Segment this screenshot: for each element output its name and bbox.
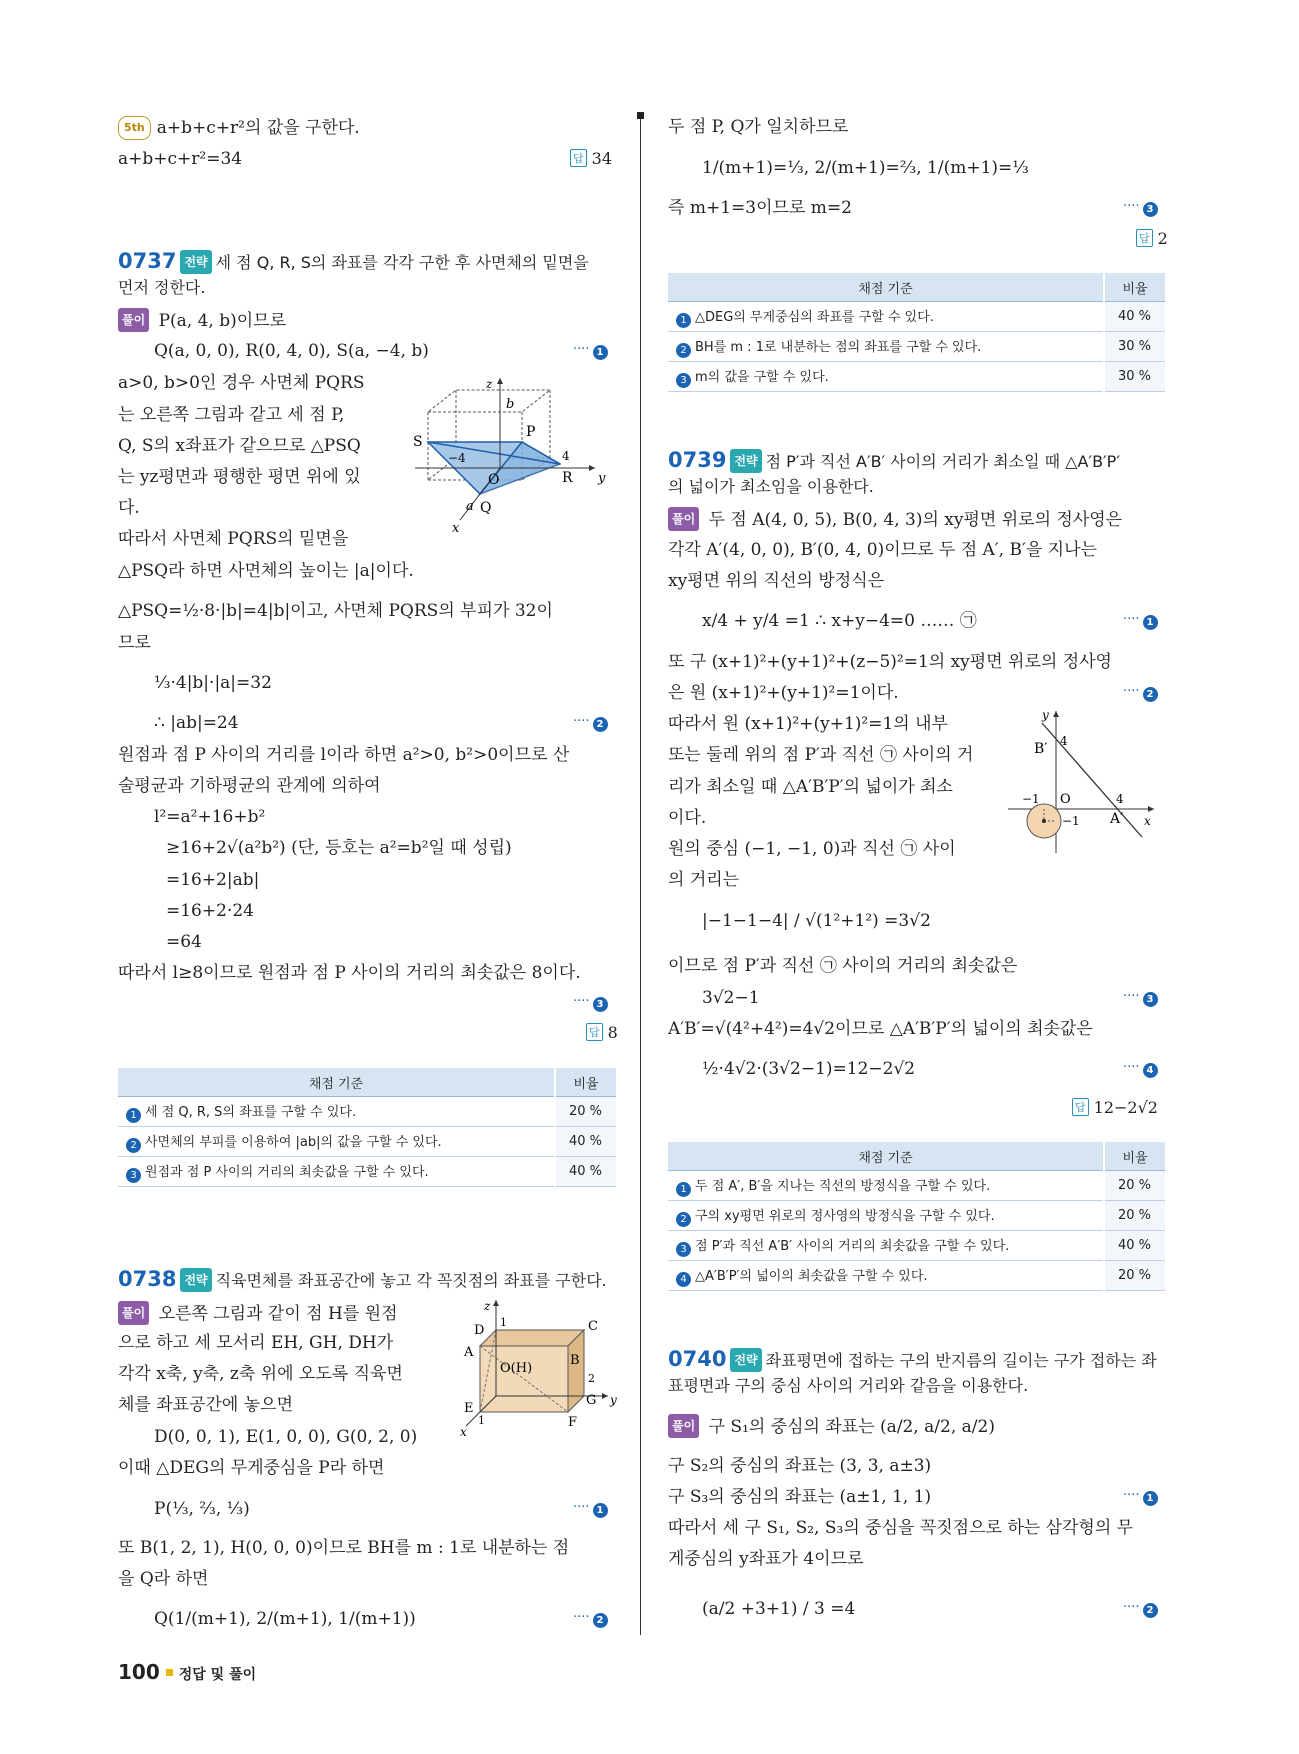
table-row: 4 △A′B′P′의 넓이의 최솟값을 구할 수 있다. 20 % <box>668 1261 1165 1291</box>
section-label: 정답 및 풀이 <box>178 1667 257 1683</box>
solution-line-10: △PSQ=½·8·|b|=4|b|이고, 사면체 PQRS의 부피가 32이 <box>118 601 553 621</box>
grading-table-0737 <box>118 1068 616 1187</box>
solution-line-10: 이다. <box>668 808 707 828</box>
strategy-text-2: 먼저 정한다. <box>118 278 206 297</box>
solution-line-9: 리가 최소일 때 △A′B′P′의 넓이가 최소 <box>668 777 953 797</box>
solution-line-2: 구 S₂의 중심의 좌표는 (3, 3, a±3) <box>668 1456 932 1476</box>
solution-line-3: a>0, b>0인 경우 사면체 PQRS <box>118 373 365 393</box>
tetrahedron-figure <box>410 378 610 538</box>
strategy-text-2: 의 넓이가 최소임을 이용한다. <box>668 477 874 496</box>
solution-line-15: 술평균과 기하평균의 관계에 의하여 <box>118 776 381 796</box>
solution-tag: 풀이 <box>668 1414 699 1438</box>
fig-label-o: O <box>1060 792 1071 807</box>
solution-line-1: 풀이 구 S₁의 중심의 좌표는 (a/2, a/2, a/2) <box>668 1414 995 1438</box>
solution-line-2: 1/(m+1)=⅓, 2/(m+1)=⅔, 1/(m+1)=⅓ <box>702 158 1029 178</box>
cuboid-figure <box>458 1300 618 1440</box>
problem-0740-header <box>668 1348 1157 1372</box>
fig-label-1-bottom: 1 <box>478 1414 485 1427</box>
table-row: 3 점 P′과 직선 A′B′ 사이의 거리의 최솟값을 구할 수 있다. 40 % <box>668 1231 1165 1261</box>
table-row: 1 두 점 A′, B′을 지나는 직선의 방정식을 구할 수 있다. 20 % <box>668 1171 1165 1201</box>
solution-tag: 풀이 <box>118 308 149 332</box>
grading-table-0738 <box>668 273 1165 392</box>
solution-line-12: ⅓·4|b|·|a|=32 <box>154 673 272 693</box>
solution-line-3: 즉 m+1=3이므로 m=2 <box>668 198 852 218</box>
fig-label-a: A <box>464 1345 474 1360</box>
strategy-text-2: 표평면과 구의 중심 사이의 거리와 같음을 이용한다. <box>668 1376 1029 1395</box>
fig-label-y: y <box>1042 708 1049 722</box>
solution-line-2: Q(a, 0, 0), R(0, 4, 0), S(a, −4, b) <box>154 341 429 361</box>
step-marker-3: ···· 3 <box>1123 199 1158 217</box>
solution-line-6: 는 yz평면과 평행한 평면 위에 있 <box>118 467 361 487</box>
page-number: 100 <box>118 1660 160 1684</box>
problem-0737-header <box>118 250 589 274</box>
step-marker-2: ···· 2 <box>1123 684 1158 702</box>
solution-line-1: 풀이 두 점 A(4, 0, 5), B(0, 4, 3)의 xy평면 위로의 정사영은 <box>668 507 1122 531</box>
table-row: 3 m의 값을 구할 수 있다. 30 % <box>668 362 1165 392</box>
fig-label-4-x: 4 <box>1116 792 1124 806</box>
table-header-criteria: 채점 기준 <box>118 1068 555 1097</box>
solution-line-14: 이므로 점 P′과 직선 ㉠ 사이의 거리의 최솟값은 <box>668 956 1018 976</box>
strategy-tag: 전략 <box>730 1348 761 1372</box>
answer-0737: 답 8 <box>586 1023 618 1042</box>
fig-label-z: z <box>484 1300 491 1313</box>
solution-line-9: 을 Q라 하면 <box>118 1569 209 1589</box>
fig-label-f: F <box>568 1415 578 1430</box>
answer-prev: 답 34 <box>570 149 612 168</box>
fig-label-a: a <box>466 499 474 514</box>
solution-line-17: ≥16+2√(a²b²) (단, 등호는 a²=b²일 때 성립) <box>166 838 512 858</box>
step-marker-2: ···· 2 <box>573 714 608 732</box>
table-row: 2 BH를 m : 1로 내분하는 점의 좌표를 구할 수 있다. 30 % <box>668 332 1165 362</box>
solution-line-11: 원의 중심 (−1, −1, 0)과 직선 ㉠ 사이 <box>668 839 956 859</box>
solution-line-4: 는 오른쪽 그림과 같고 세 점 P, <box>118 405 345 425</box>
solution-line-16: l²=a²+16+b² <box>154 807 266 827</box>
answer-0738: 답 2 <box>1136 229 1168 248</box>
fig-label-y: y <box>610 1393 617 1407</box>
solution-line-18: =16+2|ab| <box>166 870 260 890</box>
fig-label-b: B <box>570 1353 580 1368</box>
problem-number: 0737 <box>118 249 177 273</box>
solution-line-5: 또 구 (x+1)²+(y+1)²+(z−5)²=1의 xy평면 위로의 정사영 <box>668 652 1112 672</box>
solution-line-3: 각각 x축, y축, z축 위에 오도록 직육면 <box>118 1364 403 1384</box>
strategy-text: 점 P′과 직선 A′B′ 사이의 거리가 최소일 때 △A′B′P′ <box>765 452 1120 471</box>
problem-number: 0740 <box>668 1347 727 1371</box>
grading-table-0739 <box>668 1142 1165 1291</box>
solution-line-2: 으로 하고 세 모서리 EH, GH, DH가 <box>118 1333 394 1353</box>
solution-line-4: 따라서 세 구 S₁, S₂, S₃의 중심을 꼭짓점으로 하는 삼각형의 무 <box>668 1518 1134 1538</box>
fig-label-p: P <box>526 424 536 440</box>
solution-line-6: 이때 △DEG의 무게중심을 P라 하면 <box>118 1458 385 1478</box>
fig-label-minus1-x: −1 <box>1022 792 1040 806</box>
footer-square-icon <box>166 1669 173 1676</box>
solution-line-5: Q, S의 x좌표가 같으므로 △PSQ <box>118 436 361 456</box>
table-header-ratio: 비율 <box>555 1068 616 1097</box>
solution-line-17: ½·4√2·(3√2−1)=12−2√2 <box>702 1059 916 1079</box>
fig-label-a-prime: A′ <box>1110 811 1124 827</box>
fig-label-c: C <box>588 1319 598 1334</box>
solution-line-13: |−1−1−4| / √(1²+1²) =3√2 <box>702 911 931 931</box>
solution-line-1: 두 점 P, Q가 일치하므로 <box>668 117 849 137</box>
strategy-text: 좌표평면에 접하는 구의 반지름의 길이는 구가 접하는 좌 <box>765 1351 1157 1370</box>
table-row: 2 사면체의 부피를 이용하여 |ab|의 값을 구할 수 있다. 40 % <box>118 1127 616 1157</box>
table-row: 2 구의 xy평면 위로의 정사영의 방정식을 구할 수 있다. 20 % <box>668 1201 1165 1231</box>
coordinate-plane-figure <box>1008 705 1158 865</box>
solution-line-12: 의 거리는 <box>668 870 740 890</box>
strategy-tag: 전략 <box>180 1268 211 1292</box>
fig-label-g: G <box>586 1393 597 1408</box>
table-row: 3 원점과 점 P 사이의 거리의 최솟값을 구할 수 있다. 40 % <box>118 1157 616 1187</box>
solution-line-9: △PSQ라 하면 사면체의 높이는 |a|이다. <box>118 561 414 581</box>
solution-line-20: =64 <box>166 932 202 952</box>
strategy-tag: 전략 <box>180 250 211 274</box>
fifth-step-tag: 5th <box>118 116 151 140</box>
fig-label-minus4: −4 <box>448 451 466 465</box>
solution-line-2: 각각 A′(4, 0, 0), B′(0, 4, 0)이므로 두 점 A′, B′을 지나는 <box>668 540 1097 560</box>
solution-tag: 풀이 <box>118 1301 149 1325</box>
strategy-text: 세 점 Q, R, S의 좌표를 각각 구한 후 사면체의 밑면을 <box>215 253 589 272</box>
fig-label-b: b <box>506 397 515 412</box>
table-header-ratio: 비율 <box>1104 1142 1165 1171</box>
problem-number: 0739 <box>668 448 727 472</box>
problem-number: 0738 <box>118 1267 177 1291</box>
column-divider-marker <box>637 112 644 119</box>
solution-line-4: 체를 좌표공간에 놓으면 <box>118 1395 294 1415</box>
answer-0739: 답 12−2√2 <box>1072 1098 1158 1117</box>
problem-0739-header <box>668 449 1120 473</box>
solution-line-13: ∴ |ab|=24 <box>154 713 239 733</box>
solution-tag: 풀이 <box>668 507 699 531</box>
fig-label-x: x <box>452 521 460 536</box>
page-footer <box>118 1660 256 1684</box>
solution-line-15: 3√2−1 <box>702 988 760 1008</box>
problem-0738-header <box>118 1268 607 1292</box>
fig-label-2: 2 <box>588 1372 595 1385</box>
solution-line-1: 풀이 P(a, 4, b)이므로 <box>118 308 286 332</box>
table-header-criteria: 채점 기준 <box>668 1142 1104 1171</box>
step-marker-2: ···· 2 <box>573 1610 608 1628</box>
fig-label-4: 4 <box>562 449 570 463</box>
table-row: 1 세 점 Q, R, S의 좌표를 구할 수 있다. 20 % <box>118 1097 616 1127</box>
table-header-criteria: 채점 기준 <box>668 273 1104 302</box>
step-marker-2: ···· 2 <box>1123 1600 1158 1618</box>
step-marker-3: ···· 3 <box>1123 989 1158 1007</box>
solution-line-19: =16+2·24 <box>166 901 254 921</box>
solution-line-14: 원점과 점 P 사이의 거리를 l이라 하면 a²>0, b²>0이므로 산 <box>118 745 570 765</box>
table-header-ratio: 비율 <box>1104 273 1165 302</box>
strategy-text: 직육면체를 좌표공간에 놓고 각 꼭짓점의 좌표를 구한다. <box>215 1271 607 1290</box>
fig-label-b-prime: B′ <box>1034 741 1048 757</box>
step-marker-1: ···· 1 <box>1123 612 1158 630</box>
fig-label-minus1-y: −1 <box>1062 814 1080 828</box>
fig-label-y: y <box>598 471 606 486</box>
solution-line-4: x/4 + y/4 =1 ∴ x+y−4=0 …… ㉠ <box>702 611 977 631</box>
strategy-tag: 전략 <box>730 449 761 473</box>
step-marker-4: ···· 4 <box>1123 1060 1158 1078</box>
solution-line-7: P(⅓, ⅔, ⅓) <box>154 1499 250 1519</box>
solution-line-8: 또 B(1, 2, 1), H(0, 0, 0)이므로 BH를 m : 1로 내분하는 점 <box>118 1538 570 1558</box>
fig-label-r: R <box>562 470 573 486</box>
solution-line-5: 게중심의 y좌표가 4이므로 <box>668 1549 864 1569</box>
solution-line-6: 은 원 (x+1)²+(y+1)²=1이다. <box>668 683 899 703</box>
step-marker-1: ···· 1 <box>573 342 608 360</box>
solution-line-21: 따라서 l≥8이므로 원점과 점 P 사이의 거리의 최솟값은 8이다. <box>118 963 581 983</box>
solution-line-6: (a/2 +3+1) / 3 =4 <box>702 1599 856 1619</box>
fig-label-o: O <box>488 472 500 488</box>
solution-line-3: xy평면 위의 직선의 방정식은 <box>668 571 885 591</box>
step-marker-1: ···· 1 <box>573 1500 608 1518</box>
fig-label-s: S <box>413 434 423 450</box>
fifth-step-line: 5th a+b+c+r²의 값을 구한다. <box>118 116 360 140</box>
solution-line-8: 따라서 사면체 PQRS의 밑면을 <box>118 529 349 549</box>
fig-label-x: x <box>1144 814 1151 828</box>
fig-label-x: x <box>460 1425 467 1439</box>
step-marker-1: ···· 1 <box>1123 1488 1158 1506</box>
solution-line-11: 므로 <box>118 633 151 653</box>
fig-label-e: E <box>464 1401 474 1416</box>
solution-line-7: 다. <box>118 498 140 518</box>
solution-line-10: Q(1/(m+1), 2/(m+1), 1/(m+1)) <box>154 1609 416 1629</box>
fig-label-oh: O(H) <box>500 1361 533 1376</box>
solution-line-3: 구 S₃의 중심의 좌표는 (a±1, 1, 1) <box>668 1487 932 1507</box>
result-line: a+b+c+r²=34 <box>118 149 243 169</box>
column-divider <box>640 115 641 1635</box>
solution-line-8: 또는 둘레 위의 점 P′과 직선 ㉠ 사이의 거 <box>668 745 974 765</box>
fig-label-1-top: 1 <box>500 1316 507 1329</box>
fig-label-4-y: 4 <box>1060 734 1068 748</box>
fig-label-z: z <box>486 378 493 391</box>
solution-line-1: 풀이 오른쪽 그림과 같이 점 H를 원점 <box>118 1301 398 1325</box>
solution-line-7: 따라서 원 (x+1)²+(y+1)²=1의 내부 <box>668 714 948 734</box>
solution-line-16: A′B′=√(4²+4²)=4√2이므로 △A′B′P′의 넓이의 최솟값은 <box>668 1019 1093 1039</box>
solution-line-5: D(0, 0, 1), E(1, 0, 0), G(0, 2, 0) <box>154 1427 418 1447</box>
step-marker-3: ···· 3 <box>573 994 608 1012</box>
table-row: 1 △DEG의 무게중심의 좌표를 구할 수 있다. 40 % <box>668 302 1165 332</box>
fig-label-d: D <box>474 1323 485 1338</box>
fig-label-q: Q <box>480 500 492 516</box>
